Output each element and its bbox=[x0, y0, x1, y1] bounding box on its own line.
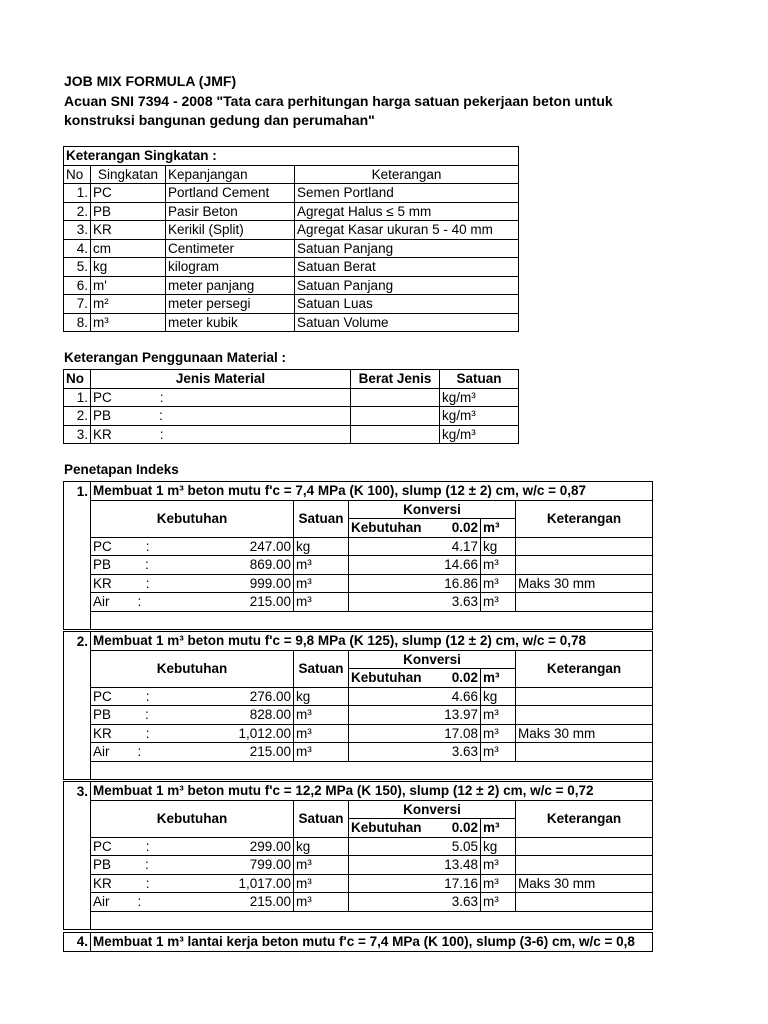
block-number-spacer bbox=[64, 650, 91, 780]
index-data-row bbox=[64, 837, 653, 856]
converted-unit: m³ bbox=[481, 593, 516, 612]
material-name bbox=[91, 425, 351, 444]
block-number: 4. bbox=[64, 933, 91, 952]
quantity: 215.00 bbox=[249, 894, 291, 910]
col-header-konversi-kebutuhan bbox=[349, 819, 481, 838]
abbreviation-title-row bbox=[64, 147, 519, 166]
note bbox=[516, 743, 653, 762]
quantity: 276.00 bbox=[249, 688, 291, 704]
col-header-keterangan: Keterangan bbox=[516, 500, 653, 537]
note: Maks 30 mm bbox=[516, 874, 653, 893]
block-title: Membuat 1 m³ beton mutu f'c = 9,8 MPa (K 125), slump (12 ± 2) cm, w/c = 0,78 bbox=[91, 632, 653, 651]
full-name: Kerikil (Split) bbox=[166, 221, 295, 240]
colon: : bbox=[145, 838, 150, 854]
description: Satuan Luas bbox=[295, 295, 519, 314]
unit: m³ bbox=[294, 724, 349, 743]
colon: : bbox=[159, 426, 164, 442]
empty-cell bbox=[91, 611, 653, 630]
abbreviation-title: Keterangan Singkatan : bbox=[64, 147, 519, 166]
full-name: Portland Cement bbox=[166, 184, 295, 203]
material-code: KR bbox=[93, 875, 112, 891]
unit: m³ bbox=[294, 893, 349, 912]
konversi-kebutuhan-label: Kebutuhan bbox=[351, 820, 422, 836]
colon: : bbox=[159, 389, 164, 405]
material-code: Air bbox=[93, 594, 110, 610]
kebutuhan-cell bbox=[91, 706, 294, 725]
abbreviation: KR bbox=[91, 221, 166, 240]
konversi-factor: 0.02 bbox=[451, 520, 478, 536]
converted-quantity: 3.63 bbox=[349, 743, 481, 762]
converted-quantity: 17.16 bbox=[349, 874, 481, 893]
col-header-kebutuhan: Kebutuhan bbox=[91, 800, 294, 837]
doc-reference-line2: konstruksi bangunan gedung dan perumahan" bbox=[64, 112, 375, 128]
abbreviation-table bbox=[63, 146, 519, 332]
unit: kg/m³ bbox=[440, 388, 519, 407]
quantity: 1,012.00 bbox=[238, 725, 291, 741]
index-block-title-row bbox=[64, 632, 653, 651]
abbreviation-row bbox=[64, 276, 519, 295]
block-number-spacer bbox=[64, 800, 91, 930]
index-data-row bbox=[64, 874, 653, 893]
index-block-2 bbox=[63, 631, 653, 780]
index-data-row bbox=[64, 574, 653, 593]
description: Satuan Volume bbox=[295, 313, 519, 332]
unit: kg bbox=[294, 837, 349, 856]
converted-quantity: 5.05 bbox=[349, 837, 481, 856]
row-number: 6. bbox=[64, 276, 91, 295]
kebutuhan-cell bbox=[91, 556, 294, 575]
colon: : bbox=[137, 894, 142, 910]
unit: m³ bbox=[294, 556, 349, 575]
converted-unit: m³ bbox=[481, 874, 516, 893]
index-block-title-row bbox=[64, 782, 653, 801]
converted-unit: m³ bbox=[481, 574, 516, 593]
abbreviation-row bbox=[64, 295, 519, 314]
unit: m³ bbox=[294, 593, 349, 612]
abbreviation: m' bbox=[91, 276, 166, 295]
material-code: PB bbox=[93, 857, 112, 873]
specific-gravity bbox=[351, 425, 440, 444]
converted-unit: kg bbox=[481, 537, 516, 556]
colon: : bbox=[145, 557, 149, 573]
abbreviation-row bbox=[64, 202, 519, 221]
index-empty-row bbox=[64, 611, 653, 630]
abbreviation: PC bbox=[91, 184, 166, 203]
abbreviation: m³ bbox=[91, 313, 166, 332]
index-data-row bbox=[64, 593, 653, 612]
description: Satuan Panjang bbox=[295, 276, 519, 295]
col-header-singkatan: Singkatan bbox=[91, 165, 166, 184]
full-name: Centimeter bbox=[166, 239, 295, 258]
note bbox=[516, 687, 653, 706]
full-name: kilogram bbox=[166, 258, 295, 277]
unit: kg bbox=[294, 687, 349, 706]
abbreviation-row bbox=[64, 221, 519, 240]
quantity: 828.00 bbox=[249, 707, 291, 723]
material-table bbox=[63, 369, 519, 444]
material-row bbox=[64, 425, 519, 444]
converted-unit: kg bbox=[481, 837, 516, 856]
description: Agregat Halus ≤ 5 mm bbox=[295, 202, 519, 221]
col-header-satuan: Satuan bbox=[440, 370, 519, 389]
kebutuhan-cell bbox=[91, 856, 294, 875]
col-header-satuan: Satuan bbox=[294, 800, 349, 837]
col-header-kebutuhan: Kebutuhan bbox=[91, 500, 294, 537]
material-code: Air bbox=[93, 744, 110, 760]
col-header-kebutuhan: Kebutuhan bbox=[91, 650, 294, 687]
note bbox=[516, 837, 653, 856]
material-code: PB bbox=[93, 557, 112, 573]
kebutuhan-cell bbox=[91, 874, 294, 893]
note bbox=[516, 893, 653, 912]
converted-quantity: 3.63 bbox=[349, 893, 481, 912]
doc-title: JOB MIX FORMULA (JMF) bbox=[64, 73, 237, 89]
konversi-factor: 0.02 bbox=[451, 820, 478, 836]
quantity: 1,017.00 bbox=[238, 875, 291, 891]
row-number: 8. bbox=[64, 313, 91, 332]
index-block-title-row bbox=[64, 482, 653, 501]
material-row bbox=[64, 407, 519, 426]
colon: : bbox=[137, 594, 142, 610]
material-header-row bbox=[64, 370, 519, 389]
converted-unit: m³ bbox=[481, 893, 516, 912]
note bbox=[516, 556, 653, 575]
abbreviation-row bbox=[64, 184, 519, 203]
index-data-row bbox=[64, 893, 653, 912]
material-code: Air bbox=[93, 894, 110, 910]
unit: kg/m³ bbox=[440, 407, 519, 426]
abbreviation: PB bbox=[91, 202, 166, 221]
row-number: 3. bbox=[64, 425, 91, 444]
material-code: KR bbox=[93, 426, 112, 442]
col-header-jenis-material: Jenis Material bbox=[91, 370, 351, 389]
description: Semen Portland bbox=[295, 184, 519, 203]
abbreviation: kg bbox=[91, 258, 166, 277]
row-number: 1. bbox=[64, 184, 91, 203]
block-title: Membuat 1 m³ lantai kerja beton mutu f'c = 7,4 MPa (K 100), slump (3-6) cm, w/c = 0,8 bbox=[91, 933, 653, 952]
material-code: PC bbox=[93, 389, 112, 405]
unit: kg bbox=[294, 537, 349, 556]
kebutuhan-cell bbox=[91, 743, 294, 762]
note bbox=[516, 856, 653, 875]
quantity: 999.00 bbox=[249, 575, 291, 591]
col-header-konversi-unit: m³ bbox=[481, 669, 516, 688]
empty-cell bbox=[91, 911, 653, 930]
converted-quantity: 16.86 bbox=[349, 574, 481, 593]
block-title: Membuat 1 m³ beton mutu f'c = 7,4 MPa (K 100), slump (12 ± 2) cm, w/c = 0,87 bbox=[91, 482, 653, 501]
colon: : bbox=[145, 707, 149, 723]
description: Agregat Kasar ukuran 5 - 40 mm bbox=[295, 221, 519, 240]
material-code: PC bbox=[93, 838, 112, 854]
material-code: PC bbox=[93, 538, 112, 554]
unit: m³ bbox=[294, 574, 349, 593]
quantity: 215.00 bbox=[249, 594, 291, 610]
block-title: Membuat 1 m³ beton mutu f'c = 12,2 MPa (K 150), slump (12 ± 2) cm, w/c = 0,72 bbox=[91, 782, 653, 801]
index-header-row bbox=[64, 500, 653, 519]
material-code: PB bbox=[93, 408, 112, 424]
index-block-title-row bbox=[64, 933, 653, 952]
row-number: 3. bbox=[64, 221, 91, 240]
converted-quantity: 14.66 bbox=[349, 556, 481, 575]
index-header-row bbox=[64, 800, 653, 819]
kebutuhan-cell bbox=[91, 574, 294, 593]
abbreviation: m² bbox=[91, 295, 166, 314]
row-number: 2. bbox=[64, 202, 91, 221]
col-header-konversi-unit: m³ bbox=[481, 519, 516, 538]
block-number: 1. bbox=[64, 482, 91, 501]
material-code: KR bbox=[93, 725, 112, 741]
col-header-no: No bbox=[64, 370, 91, 389]
col-header-konversi: Konversi bbox=[349, 500, 516, 519]
converted-unit: m³ bbox=[481, 724, 516, 743]
col-header-keterangan: Keterangan bbox=[516, 650, 653, 687]
material-row bbox=[64, 388, 519, 407]
quantity: 215.00 bbox=[249, 744, 291, 760]
colon: : bbox=[145, 575, 150, 591]
quantity: 299.00 bbox=[249, 838, 291, 854]
colon: : bbox=[145, 725, 150, 741]
description: Satuan Berat bbox=[295, 258, 519, 277]
row-number: 4. bbox=[64, 239, 91, 258]
converted-quantity: 13.97 bbox=[349, 706, 481, 725]
col-header-konversi-unit: m³ bbox=[481, 819, 516, 838]
colon: : bbox=[145, 875, 150, 891]
material-code: PC bbox=[93, 688, 112, 704]
unit: m³ bbox=[294, 706, 349, 725]
abbreviation-row bbox=[64, 239, 519, 258]
note bbox=[516, 537, 653, 556]
quantity: 869.00 bbox=[249, 557, 291, 573]
material-name bbox=[91, 388, 351, 407]
col-header-berat-jenis: Berat Jenis bbox=[351, 370, 440, 389]
col-header-konversi-kebutuhan bbox=[349, 669, 481, 688]
index-header-row bbox=[64, 650, 653, 669]
index-data-row bbox=[64, 856, 653, 875]
index-block-4 bbox=[63, 932, 653, 952]
unit: kg/m³ bbox=[440, 425, 519, 444]
converted-unit: m³ bbox=[481, 706, 516, 725]
colon: : bbox=[145, 857, 149, 873]
material-code: KR bbox=[93, 575, 112, 591]
full-name: meter kubik bbox=[166, 313, 295, 332]
kebutuhan-cell bbox=[91, 837, 294, 856]
unit: m³ bbox=[294, 743, 349, 762]
index-empty-row bbox=[64, 761, 653, 780]
colon: : bbox=[145, 688, 150, 704]
note: Maks 30 mm bbox=[516, 724, 653, 743]
abbreviation: cm bbox=[91, 239, 166, 258]
specific-gravity bbox=[351, 407, 440, 426]
index-data-row bbox=[64, 743, 653, 762]
doc-reference-line1: Acuan SNI 7394 - 2008 "Tata cara perhitungan harga satuan pekerjaan beton untuk bbox=[64, 93, 613, 109]
converted-unit: m³ bbox=[481, 556, 516, 575]
index-data-row bbox=[64, 724, 653, 743]
row-number: 5. bbox=[64, 258, 91, 277]
full-name: meter persegi bbox=[166, 295, 295, 314]
abbreviation-row bbox=[64, 313, 519, 332]
converted-unit: kg bbox=[481, 687, 516, 706]
colon: : bbox=[145, 538, 150, 554]
index-data-row bbox=[64, 706, 653, 725]
note: Maks 30 mm bbox=[516, 574, 653, 593]
converted-quantity: 13.48 bbox=[349, 856, 481, 875]
kebutuhan-cell bbox=[91, 593, 294, 612]
quantity: 247.00 bbox=[249, 538, 291, 554]
index-block-3 bbox=[63, 781, 653, 930]
kebutuhan-cell bbox=[91, 687, 294, 706]
full-name: Pasir Beton bbox=[166, 202, 295, 221]
description: Satuan Panjang bbox=[295, 239, 519, 258]
colon: : bbox=[137, 744, 142, 760]
converted-quantity: 3.63 bbox=[349, 593, 481, 612]
full-name: meter panjang bbox=[166, 276, 295, 295]
konversi-factor: 0.02 bbox=[451, 670, 478, 686]
abbreviation-row bbox=[64, 258, 519, 277]
kebutuhan-cell bbox=[91, 893, 294, 912]
converted-quantity: 17.08 bbox=[349, 724, 481, 743]
material-title: Keterangan Penggunaan Material : bbox=[64, 350, 287, 365]
col-header-konversi-kebutuhan bbox=[349, 519, 481, 538]
index-empty-row bbox=[64, 911, 653, 930]
row-number: 1. bbox=[64, 388, 91, 407]
index-data-row bbox=[64, 687, 653, 706]
block-number: 3. bbox=[64, 782, 91, 801]
colon: : bbox=[159, 408, 163, 424]
empty-cell bbox=[91, 761, 653, 780]
abbreviation-header-row bbox=[64, 165, 519, 184]
col-header-no: No bbox=[64, 165, 91, 184]
converted-quantity: 4.66 bbox=[349, 687, 481, 706]
col-header-konversi: Konversi bbox=[349, 800, 516, 819]
note bbox=[516, 706, 653, 725]
quantity: 799.00 bbox=[249, 857, 291, 873]
note bbox=[516, 593, 653, 612]
block-number: 2. bbox=[64, 632, 91, 651]
index-data-row bbox=[64, 537, 653, 556]
konversi-kebutuhan-label: Kebutuhan bbox=[351, 670, 422, 686]
converted-unit: m³ bbox=[481, 743, 516, 762]
material-name bbox=[91, 407, 351, 426]
material-code: PB bbox=[93, 707, 112, 723]
col-header-satuan: Satuan bbox=[294, 500, 349, 537]
col-header-keterangan: Keterangan bbox=[516, 800, 653, 837]
konversi-kebutuhan-label: Kebutuhan bbox=[351, 520, 422, 536]
col-header-satuan: Satuan bbox=[294, 650, 349, 687]
unit: m³ bbox=[294, 874, 349, 893]
index-block-1 bbox=[63, 481, 653, 630]
col-header-konversi: Konversi bbox=[349, 650, 516, 669]
kebutuhan-cell bbox=[91, 724, 294, 743]
converted-unit: m³ bbox=[481, 856, 516, 875]
index-title: Penetapan Indeks bbox=[64, 462, 179, 477]
block-number-spacer bbox=[64, 500, 91, 630]
converted-quantity: 4.17 bbox=[349, 537, 481, 556]
kebutuhan-cell bbox=[91, 537, 294, 556]
col-header-kepanjangan: Kepanjangan bbox=[166, 165, 295, 184]
row-number: 7. bbox=[64, 295, 91, 314]
index-data-row bbox=[64, 556, 653, 575]
col-header-keterangan: Keterangan bbox=[295, 165, 519, 184]
unit: m³ bbox=[294, 856, 349, 875]
specific-gravity bbox=[351, 388, 440, 407]
row-number: 2. bbox=[64, 407, 91, 426]
